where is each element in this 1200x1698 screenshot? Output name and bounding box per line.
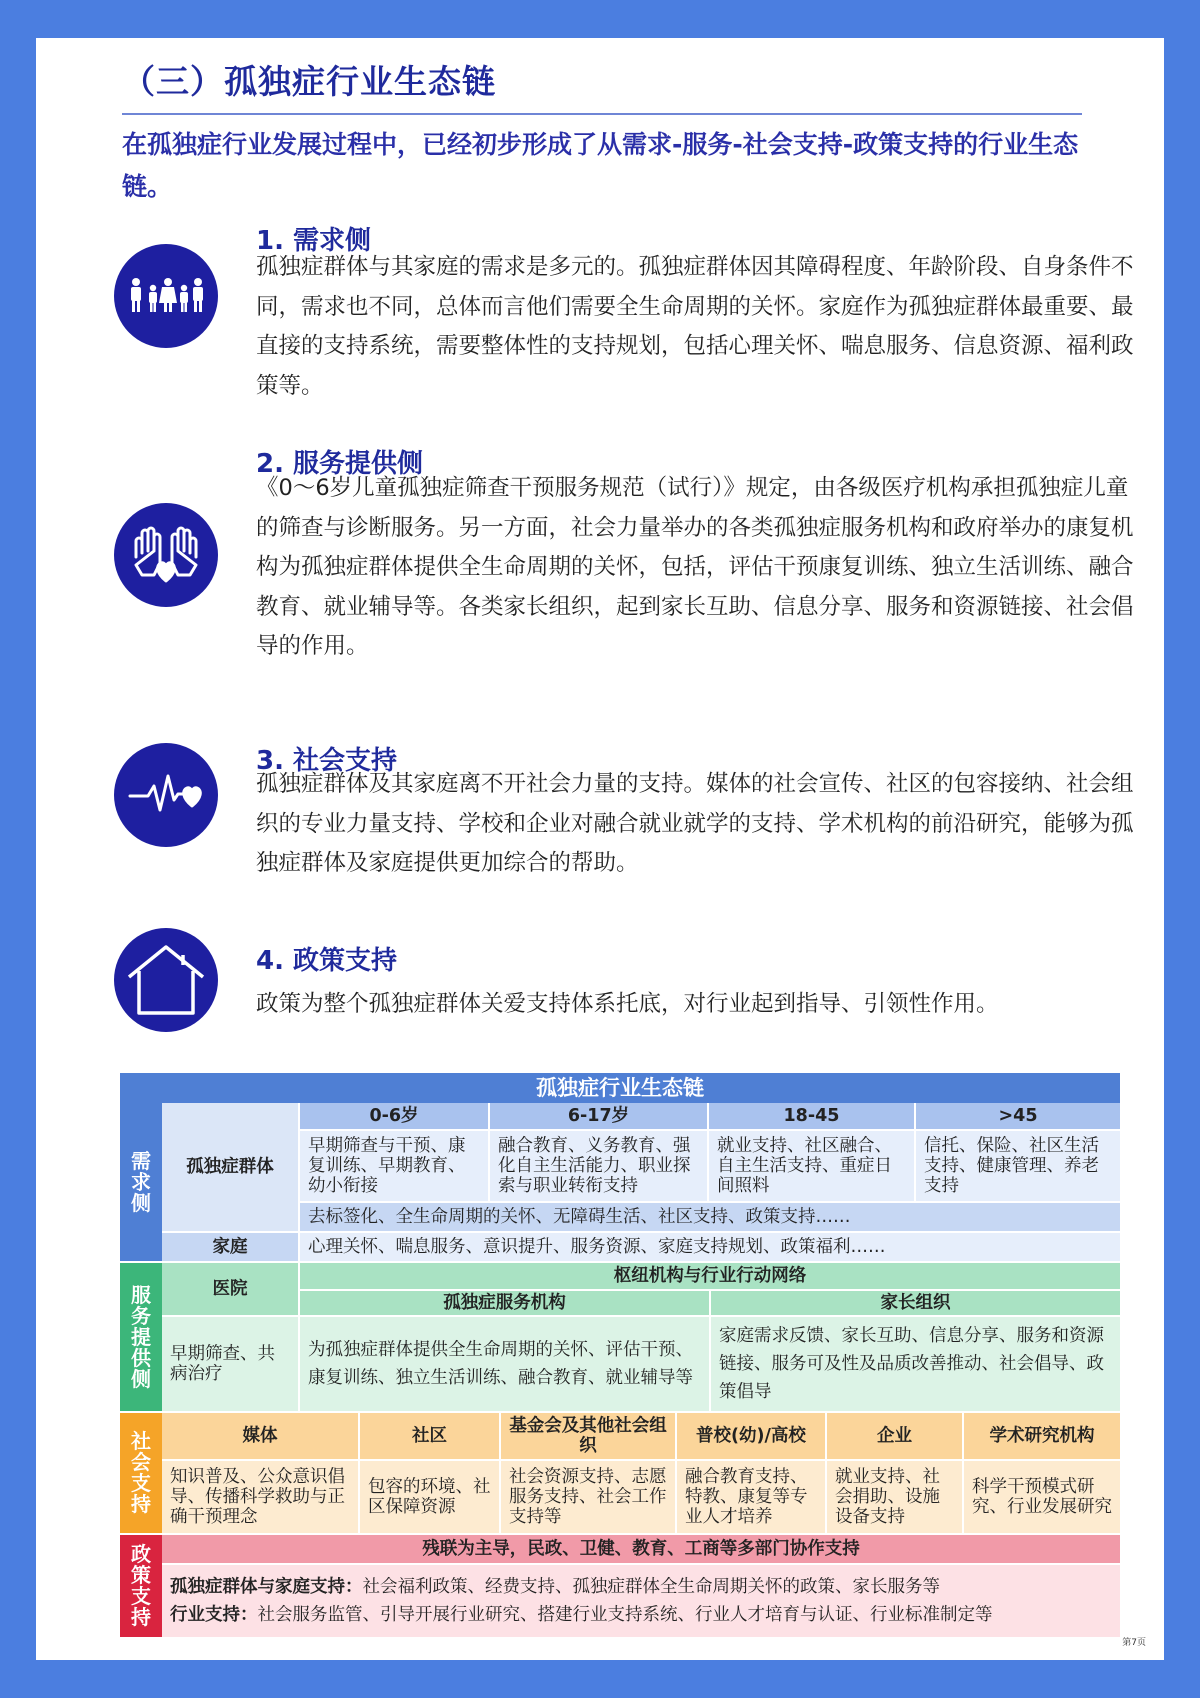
page [36, 38, 1164, 1660]
age-needs-6-17: 融合教育、义务教育、强化自主生活能力、职业探索与职业转衔支持 [490, 1131, 707, 1201]
age-needs-18-45: 就业支持、社区融合、自主生活支持、重症日间照料 [709, 1131, 914, 1201]
age-header-45-plus: >45 [916, 1103, 1120, 1129]
social-header-community: 社区 [360, 1413, 499, 1459]
service-side-label: 服务提供侧 [120, 1263, 162, 1411]
hospital-label: 医院 [162, 1263, 298, 1315]
social-header-academia: 学术研究机构 [964, 1413, 1120, 1459]
social-header-media: 媒体 [162, 1413, 358, 1459]
policy-row-industry: 行业支持：社会服务监管、引导开展行业研究、搭建行业支持系统、行业人才培育与认证、行业标准制定等 [170, 1605, 993, 1625]
hub-network-label: 枢纽机构与行业行动网络 [300, 1263, 1120, 1289]
social-content-schools: 融合教育支持、特教、康复等专业人才培养 [677, 1461, 825, 1533]
hospital-desc: 早期筛查、共病治疗 [162, 1317, 298, 1411]
age-header-18-45: 18-45 [709, 1103, 914, 1129]
parent-org-desc: 家庭需求反馈、家长互助、信息分享、服务和资源链接、服务可及性及品质改善推动、社会倡导、政策倡导 [711, 1317, 1120, 1411]
heartbeat-icon [114, 743, 218, 847]
family-label: 家庭 [162, 1233, 298, 1261]
section-2-body: 《0～6岁儿童孤独症筛查干预服务规范（试行）》规定，由各级医疗机构承担孤独症儿童的筛查与诊断服务。另一方面，社会力量举办的各类孤独症服务机构和政府举办的康复机构为孤独症群体提供全生命周期的关怀，包括，评估干预康复训练、独立生活训练、融合教育、就业辅导等。各类家长组织，起到家长互助、信息分享、服务和资源链接、社会倡导的作用。 [256, 475, 1134, 659]
section-1-title: 1. 需求侧 [256, 226, 372, 256]
social-content-enterprise: 就业支持、社会捐助、设施设备支持 [827, 1461, 962, 1533]
policy-support-label: 政策支持 [120, 1535, 162, 1637]
common-needs: 去标签化、全生命周期的关怀、无障碍生活、社区支持、政策支持…… [300, 1203, 1120, 1231]
social-content-academia: 科学干预模式研究、行业发展研究 [964, 1461, 1120, 1533]
social-content-media: 知识普及、公众意识倡导、传播科学救助与正确干预理念 [162, 1461, 358, 1533]
social-content-foundations: 社会资源支持、志愿服务支持、社会工作支持等 [501, 1461, 675, 1533]
autism-group-label: 孤独症群体 [162, 1103, 298, 1231]
service-org-label: 孤独症服务机构 [300, 1291, 709, 1315]
age-header-6-17: 6-17岁 [490, 1103, 707, 1129]
social-header-enterprise: 企业 [827, 1413, 962, 1459]
parent-org-label: 家长组织 [711, 1291, 1120, 1315]
age-needs-0-6: 早期筛查与干预、康复训练、早期教育、幼小衔接 [300, 1131, 488, 1201]
age-needs-45-plus: 信托、保险、社区生活支持、健康管理、养老支持 [916, 1131, 1120, 1201]
demand-side-label: 需求侧 [120, 1103, 162, 1261]
page-number: 第7页 [1122, 1638, 1146, 1648]
section-3-body: 孤独症群体及其家庭离不开社会力量的支持。媒体的社会宣传、社区的包容接纳、社会组织的专业力量支持、学校和企业对融合就业就学的支持、学术机构的前沿研究，能够为孤独症群体及家庭提供更加综合的帮助。 [256, 771, 1134, 876]
social-header-foundations: 基金会及其他社会组织 [501, 1413, 675, 1459]
policy-lead: 残联为主导，民政、卫健、教育、工商等多部门协作支持 [162, 1535, 1120, 1563]
house-icon [114, 928, 218, 1032]
social-support-label: 社会支持 [120, 1413, 162, 1533]
family-needs: 心理关怀、喘息服务、意识提升、服务资源、家庭支持规划、政策福利…… [300, 1233, 1120, 1261]
page-title: （三）孤独症行业生态链 [122, 62, 496, 101]
section-4-body: 政策为整个孤独症群体关爱支持体系托底，对行业起到指导、引领性作用。 [256, 991, 999, 1017]
section-4-title: 4. 政策支持 [256, 946, 398, 976]
section-2-title: 2. 服务提供侧 [256, 449, 424, 479]
social-content-community: 包容的环境、社区保障资源 [360, 1461, 499, 1533]
age-header-0-6: 0-6岁 [300, 1103, 488, 1129]
service-org-desc: 为孤独症群体提供全生命周期的关怀、评估干预、康复训练、独立生活训练、融合教育、就业辅导等 [300, 1317, 709, 1411]
caring-hands-icon [114, 503, 218, 607]
title-divider [122, 113, 1082, 115]
intro-text: 在孤独症行业发展过程中，已经初步形成了从需求-服务-社会支持-政策支持的行业生态链。 [122, 130, 1079, 201]
policy-details [162, 1565, 1120, 1637]
policy-row-family: 孤独症群体与家庭支持：社会福利政策、经费支持、孤独症群体全生命周期关怀的政策、家长服务等 [170, 1577, 940, 1597]
section-3-title: 3. 社会支持 [256, 746, 398, 776]
table-title: 孤独症行业生态链 [120, 1073, 1120, 1103]
section-1-body: 孤独症群体与其家庭的需求是多元的。孤独症群体因其障碍程度、年龄阶段、自身条件不同，需求也不同，总体而言他们需要全生命周期的关怀。家庭作为孤独症群体最重要、最直接的支持系统，需要整体性的支持规划，包括心理关怀、喘息服务、信息资源、福利政策等。 [256, 254, 1134, 399]
family-icon [114, 244, 218, 348]
social-header-schools: 普校(幼)/高校 [677, 1413, 825, 1459]
